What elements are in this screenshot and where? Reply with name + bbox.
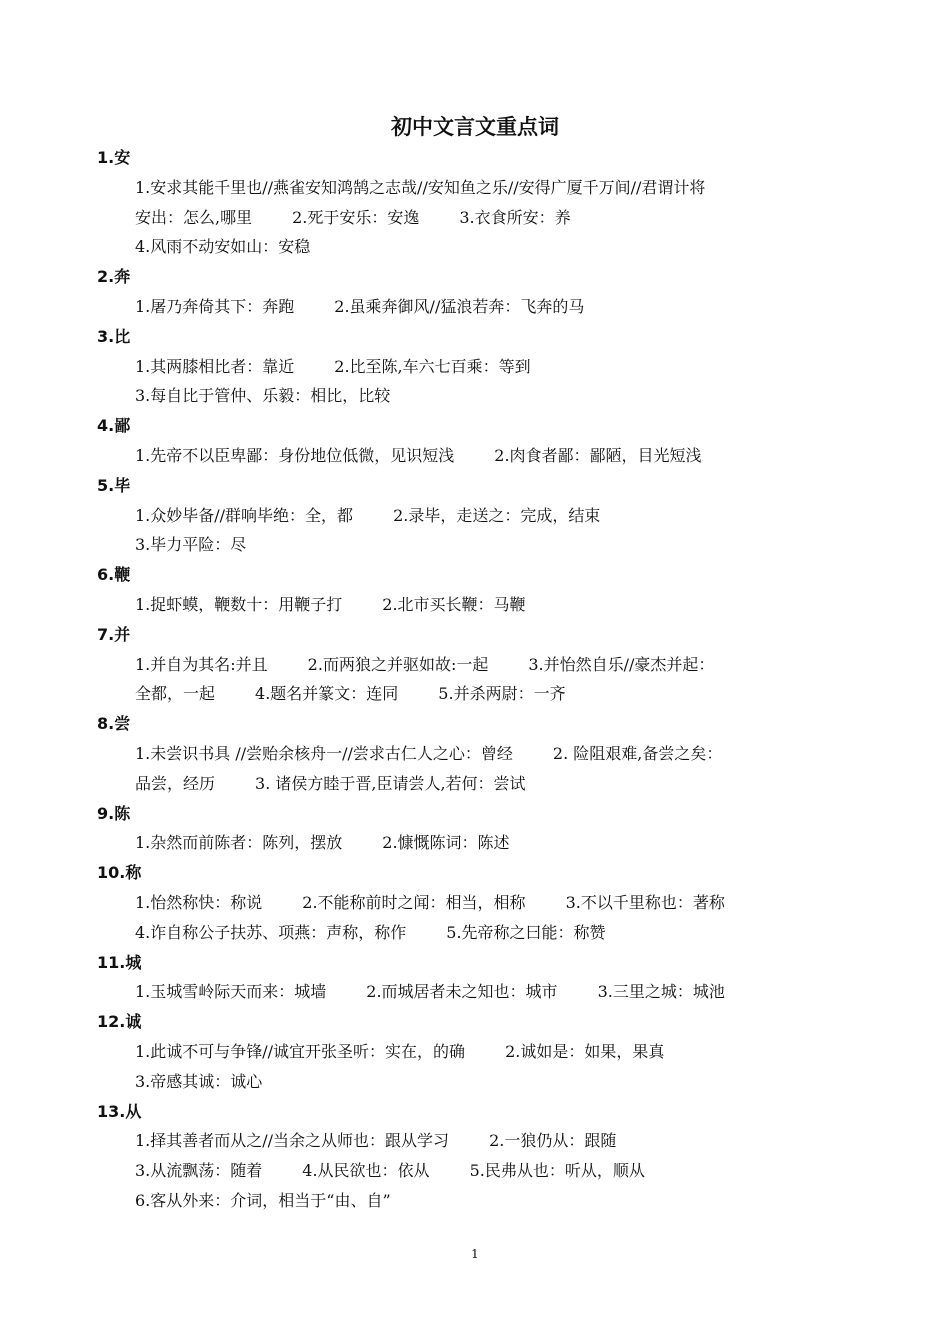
- entry-heading: 6.鞭: [97, 565, 131, 585]
- definition-segment: 安出：怎么,哪里: [135, 207, 253, 227]
- definition-segment: 2. 险阻艰难,备尝之矣：: [552, 743, 723, 763]
- definition-segment: 2.一狼仍从：跟随: [489, 1131, 617, 1151]
- definition-segment: 2.死于安乐：安逸: [292, 207, 420, 227]
- definition-segment: 1.杂然而前陈者：陈列，摆放: [135, 833, 343, 853]
- definition-line: [97, 739, 877, 769]
- definition-segment: 1.怡然称快：称说: [135, 892, 263, 912]
- definition-segment: 品尝，经历: [135, 773, 216, 793]
- definition-line: [97, 769, 877, 799]
- definition-segment: 1.玉城雪岭际天而来：城墙: [135, 982, 327, 1002]
- definition-line: [97, 1156, 877, 1186]
- definition-segment: 4.诈自称公子扶苏、项燕：声称，称作: [135, 922, 407, 942]
- definition-segment: 1.众妙毕备//群响毕绝：全，都: [135, 505, 354, 525]
- definition-line: [97, 1037, 877, 1067]
- definition-line: [97, 530, 877, 560]
- definition-segment: 5.先帝称之曰能：称赞: [446, 922, 606, 942]
- definition-segment: 2.慷慨陈词：陈述: [382, 833, 510, 853]
- definition-segment: 1.此诚不可与争锋//诚宜开张圣听：实在，的确: [135, 1041, 466, 1061]
- definition-line: [97, 232, 877, 262]
- definition-segment: 2.而城居者未之知也：城市: [366, 982, 558, 1002]
- definition-segment: 1.未尝识书具 //尝贻余核舟一//尝求古仁人之心：曾经: [135, 743, 513, 763]
- definition-segment: 3.每自比于管仲、乐毅：相比，比较: [135, 386, 391, 406]
- definition-line: [97, 977, 877, 1007]
- definition-segment: 3. 诸侯方睦于晋,臣请尝人,若何：尝试: [255, 773, 526, 793]
- definition-segment: 2.虽乘奔御风//猛浪若奔：飞奔的马: [334, 296, 585, 316]
- page-title: 初中文言文重点词: [391, 115, 559, 139]
- definition-segment: 1.其两膝相比者：靠近: [135, 356, 295, 376]
- definition-segment: 2.北市买长鞭：马鞭: [382, 594, 526, 614]
- definition-line: [97, 203, 877, 233]
- definition-line: [97, 1126, 877, 1156]
- entry-heading: 10.称: [97, 863, 142, 883]
- entry-heading: 11.城: [97, 952, 142, 972]
- definition-line: [97, 352, 877, 382]
- definition-line: [97, 381, 877, 411]
- definition-line: [97, 501, 877, 531]
- entry-heading: 5.毕: [97, 475, 131, 495]
- definition-line: [97, 918, 877, 948]
- definition-segment: 3.并怡然自乐//豪杰并起：: [528, 654, 715, 674]
- definition-line: [97, 828, 877, 858]
- definition-segment: 2.诚如是：如果，果真: [505, 1041, 665, 1061]
- definition-segment: 4.风雨不动安如山：安稳: [135, 237, 311, 257]
- definition-line: [97, 679, 877, 709]
- entry-heading: 9.陈: [97, 803, 131, 823]
- definition-segment: 2.肉食者鄙：鄙陋，目光短浅: [494, 445, 702, 465]
- definition-segment: 2.而两狼之并驱如故:一起: [307, 654, 489, 674]
- definition-line: [97, 650, 877, 680]
- definition-line: [97, 590, 877, 620]
- page-number: 1: [471, 1247, 479, 1261]
- definition-segment: 1.屠乃奔倚其下：奔跑: [135, 296, 295, 316]
- definition-segment: 6.客从外来：介词，相当于“由、自”: [135, 1190, 391, 1210]
- entry-heading: 2.奔: [97, 267, 131, 287]
- definition-segment: 2.录毕，走送之：完成，结束: [393, 505, 601, 525]
- definition-segment: 1.择其善者而从之//当余之从师也：跟从学习: [135, 1131, 450, 1151]
- definition-segment: 3.衣食所安：养: [459, 207, 571, 227]
- entry-heading: 12.诚: [97, 1012, 142, 1032]
- definition-segment: 4.从民欲也：依从: [302, 1161, 430, 1181]
- definition-segment: 3.帝感其诚：诚心: [135, 1071, 263, 1091]
- definition-segment: 1.安求其能千里也//燕雀安知鸿鹄之志哉//安知鱼之乐//安得广厦千万间//君谓计将: [135, 177, 706, 197]
- definition-line: [97, 1067, 877, 1097]
- definition-segment: 4.题名并篆文：连同: [255, 684, 399, 704]
- definition-line: [97, 1186, 877, 1216]
- definition-segment: 3.从流飘荡：随着: [135, 1161, 263, 1181]
- definition-segment: 3.毕力平险：尽: [135, 535, 247, 555]
- entry-heading: 7.并: [97, 624, 131, 644]
- entry-heading: 4.鄙: [97, 416, 131, 436]
- entry-heading: 13.从: [97, 1101, 142, 1121]
- definition-segment: 1.先帝不以臣卑鄙：身份地位低微，见识短浅: [135, 445, 455, 465]
- entry-heading: 1.安: [97, 148, 131, 167]
- definition-segment: 2.比至陈,车六七百乘：等到: [334, 356, 531, 376]
- definition-line: [97, 292, 877, 322]
- definition-segment: 1.捉虾蟆，鞭数十：用鞭子打: [135, 594, 343, 614]
- definition-line: [97, 173, 877, 203]
- definition-segment: 全都，一起: [135, 684, 216, 704]
- definition-segment: 5.并杀两尉：一齐: [438, 684, 566, 704]
- definition-segment: 1.并自为其名:并且: [135, 654, 268, 674]
- entries-list: [97, 143, 877, 1216]
- entry-heading: 3.比: [97, 326, 131, 346]
- definition-line: [97, 888, 877, 918]
- definition-segment: 3.三里之城：城池: [597, 982, 725, 1002]
- definition-segment: 3.不以千里称也：著称: [565, 892, 725, 912]
- definition-segment: 2.不能称前时之闻：相当，相称: [302, 892, 526, 912]
- definition-segment: 5.民弗从也：听从，顺从: [469, 1161, 645, 1181]
- definition-line: [97, 441, 877, 471]
- entry-heading: 8.尝: [97, 714, 131, 734]
